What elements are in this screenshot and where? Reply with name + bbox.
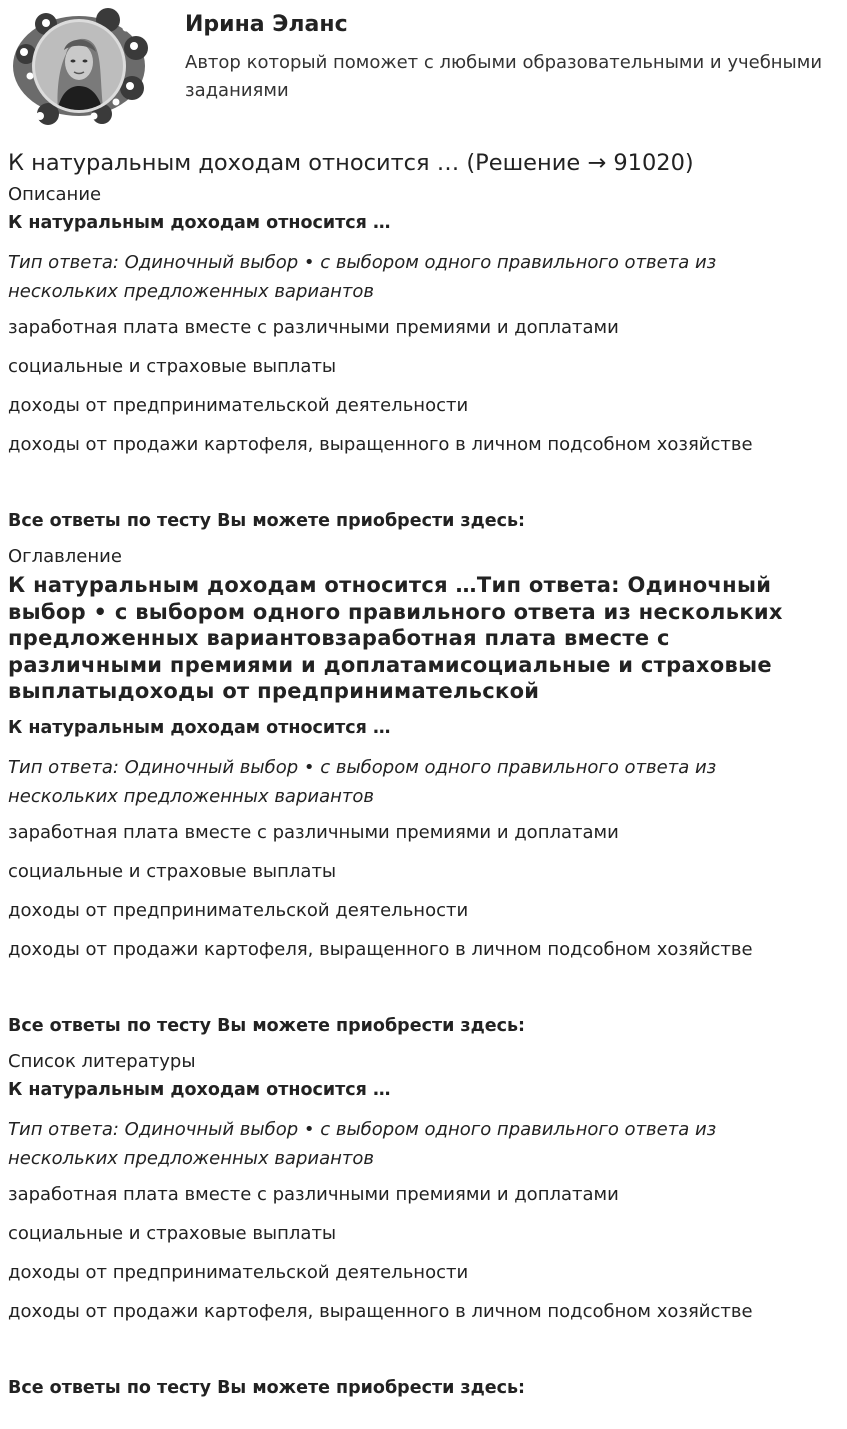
- buy-answers-text: Все ответы по тесту Вы можете приобрести здесь:: [8, 511, 526, 531]
- spacer: [8, 976, 828, 1013]
- page-title: К натуральным доходам относится … (Решение → 91020): [8, 150, 694, 176]
- answer-option: доходы от предпринимательской деятельности: [8, 395, 469, 416]
- answer-option: доходы от продажи картофеля, выращенного в личном подсобном хозяйстве: [8, 938, 753, 960]
- answer-option: доходы от продажи картофеля, выращенного в личном подсобном хозяйстве: [8, 434, 753, 455]
- avatar: [8, 6, 150, 126]
- answer-option: доходы от предпринимательской деятельности: [8, 899, 469, 921]
- question-text: К натуральным доходам относится …: [8, 717, 391, 738]
- answer-option: заработная плата вместе с различными премиями и доплатами: [8, 821, 619, 843]
- question-type: Тип ответа: Одиночный выбор • с выбором одного правильного ответа из нескольких предложенных вариантов: [8, 756, 717, 807]
- buy-answers-text: Все ответы по тесту Вы можете приобрести здесь:: [8, 1015, 526, 1036]
- buy-answers-text: Все ответы по тесту Вы можете приобрести здесь:: [8, 1377, 526, 1398]
- main-content: [8, 146, 828, 1411]
- author-description: Автор который поможет с любыми образовательными и учебными заданиями: [185, 52, 823, 101]
- avatar-frame-icon: [8, 6, 150, 126]
- spacer: [8, 471, 828, 508]
- question-text: К натуральным доходам относится …: [8, 1079, 391, 1100]
- section-label-description: Описание: [8, 184, 102, 205]
- spacer: [8, 1338, 828, 1375]
- answer-option: социальные и страховые выплаты: [8, 860, 337, 882]
- toc-heading: К натуральным доходам относится …Тип ответа: Одиночный выбор • с выбором одного правильного ответа из нескольких предложенных вариантовзаработная плата вместе с различными премиями и доплатамисоциальные и страховые выплатыдоходы от предпринимательской: [8, 573, 783, 703]
- answer-option: социальные и страховые выплаты: [8, 356, 337, 377]
- question-type: Тип ответа: Одиночный выбор • с выбором одного правильного ответа из нескольких предложенных вариантов: [8, 1118, 717, 1169]
- answer-option: доходы от продажи картофеля, выращенного в личном подсобном хозяйстве: [8, 1300, 753, 1322]
- section-label-toc: Оглавление: [8, 546, 122, 567]
- question-type: Тип ответа: Одиночный выбор • с выбором одного правильного ответа из нескольких предложенных вариантов: [8, 252, 717, 302]
- answer-option: заработная плата вместе с различными премиями и доплатами: [8, 1183, 619, 1205]
- answer-option: социальные и страховые выплаты: [8, 1222, 337, 1244]
- author-header: [0, 0, 847, 130]
- author-name: Ирина Эланс: [185, 12, 348, 37]
- section-label-bibliography: Список литературы: [8, 1050, 196, 1072]
- answer-option: заработная плата вместе с различными премиями и доплатами: [8, 317, 619, 338]
- question-text: К натуральным доходам относится …: [8, 213, 391, 233]
- answer-option: доходы от предпринимательской деятельности: [8, 1261, 469, 1283]
